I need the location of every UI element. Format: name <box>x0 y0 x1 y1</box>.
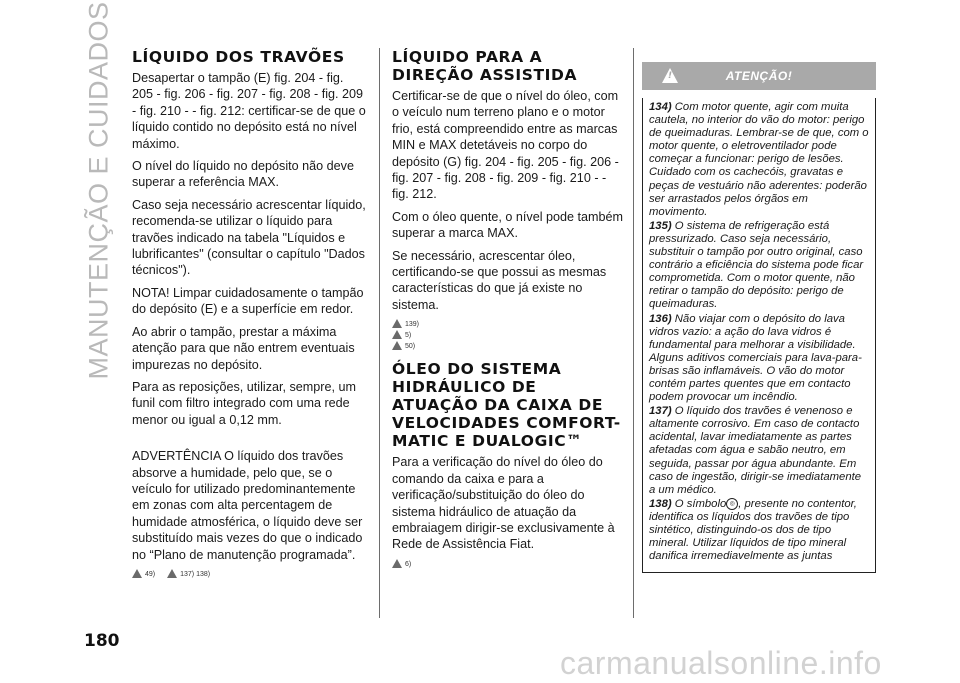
reference: 6) <box>392 559 624 568</box>
reference-markers <box>132 569 367 578</box>
brake-fluid-section <box>132 48 367 586</box>
watermark: carmanualsonline.info <box>560 645 882 681</box>
attention-item: 137) O líquido dos travões é venenoso e altamente corrosivo. Em caso de contacto acidental, lavar imediatamente as partes afetadas com água e sabão neutro, em seguida, passar por água abundante. Em caso de ingestão, dirigir-se imediatamente a um médico. <box>649 405 862 496</box>
brake-fluid-title: LÍQUIDO DOS TRAVÕES <box>132 48 345 66</box>
attention-item: 135) O sistema de refrigeração está pressurizado. Caso seja necessário, substituir o tampão por outro original, caso contrário a eficiência do sistema pode ficar comprometida. Com o motor quente, não retirar o tampão do depósito: perigo de queimaduras. <box>649 219 864 311</box>
paragraph: Para a verificação do nível do óleo do comando da caixa e para a verificação/substituição do óleo do sistema hidráulico de atuação da embraiagem dirigir-se exclusivamente à Rede de Assistência Fiat. <box>392 455 615 552</box>
paragraph: Para as reposições, utilizar, sempre, um funil com filtro integrado com uma rede menor ou igual a 0,12 mm. <box>132 379 356 427</box>
chapter-side-title: MANUTENÇÃO E CUIDADOS <box>83 0 114 380</box>
paragraph: Ao abrir o tampão, prestar a máxima atenção para que não entrem eventuais impurezas no depósito. <box>132 324 355 372</box>
warning-triangle-icon <box>392 330 402 339</box>
page-number: 180 <box>84 631 120 651</box>
brake-fluid-symbol-icon: ◎ <box>726 498 738 510</box>
paragraph: Se necessário, acrescentar óleo, certificando-se que possui as mesmas características do que já existe no sistema. <box>392 248 607 312</box>
reference: 49) <box>132 569 155 578</box>
attention-body <box>642 98 876 573</box>
reference: 139) <box>392 319 624 328</box>
power-steering-section <box>392 48 624 570</box>
attention-header <box>642 62 876 90</box>
column-divider <box>379 48 380 618</box>
warning-triangle-icon <box>132 569 142 578</box>
attention-title: ATENÇÃO! <box>725 69 793 83</box>
paragraph: NOTA! Limpar cuidadosamente o tampão do depósito (E) e a superfície em redor. <box>132 285 364 317</box>
column-divider <box>633 48 634 618</box>
reference: 50) <box>392 341 624 350</box>
reference: 137) 138) <box>167 569 210 578</box>
paragraph: Caso seja necessário acrescentar líquido, recomenda-se utilizar o líquido para travões indicado na tabela "Líquidos e lubrificantes" (consultar o capítulo "Dados técnicos"). <box>132 197 366 278</box>
reference: 5) <box>392 330 624 339</box>
attention-item: 136) Não viajar com o depósito do lava vidros vazio: a ação do lava vidros é fundamental para melhorar a visibilidade. Alguns aditivos comerciais para lava-para-brisas são inflamáveis. O vão do motor contém partes quentes que em contacto podem provocar um incêndio. <box>649 312 862 404</box>
attention-box <box>642 62 876 573</box>
warning-triangle-icon <box>662 68 678 83</box>
attention-item: 138) O símbolo ◎ , presente no contentor, identifica os líquidos dos travões de tipo sintético, distinguindo-os dos de tipo mineral. Utilizar líquidos de tipo mineral danifica irremediavelmente as juntas <box>649 497 857 563</box>
paragraph: Com o óleo quente, o nível pode também superar a marca MAX. <box>392 209 624 241</box>
warning-paragraph: ADVERTÊNCIA O líquido dos travões absorve a humidade, pelo que, se o veículo for utilizado predominantemente em zonas com alta percentagem de humidade atmosférica, o líquido deve ser substituído mais vezes do que o indicado no “Plano de manutenção programada”. <box>132 449 363 562</box>
warning-triangle-icon <box>392 559 402 568</box>
attention-item: 134) Com motor quente, agir com muita cautela, no interior do vão do motor: perigo de queimaduras. Lembrar-se de que, com o motor quente, o eletroventilador pode começar a funcionar: perigo de lesões. Cuidado com os cachecóis, gravatas e peças de vestuário não aderentes: poderão ser arrastados pelos órgãos em movimento. <box>649 101 869 218</box>
warning-triangle-icon <box>392 341 402 350</box>
paragraph: Certificar-se de que o nível do óleo, com o veículo num terreno plano e o motor frio, está compreendido entre as marcas MIN e MAX detetáveis no corpo do depósito (G) fig. 204 - fig. 205 - fig. 206 - fig. 207 - fig. 208 - fig. 209 - fig. 210 - - fig. 212. <box>392 89 619 202</box>
paragraph: Desapertar o tampão (E) fig. 204 - fig. 205 - fig. 206 - fig. 207 - fig. 208 - fig. 209 - fig. 210 - - fig. 212: certificar-se de que o líquido contido no depósito está no nível máximo. <box>132 71 366 151</box>
power-steering-title: LÍQUIDO PARA A DIREÇÃO ASSISTIDA <box>392 48 578 84</box>
gearbox-hydraulic-title: ÓLEO DO SISTEMA HIDRÁULICO DE ATUAÇÃO DA CAIXA DE VELOCIDADES COMFORT-MATIC E DUALOGIC™ <box>392 360 621 451</box>
paragraph: O nível do líquido no depósito não deve superar a referência MAX. <box>132 159 354 190</box>
warning-triangle-icon <box>167 569 177 578</box>
warning-triangle-icon <box>392 319 402 328</box>
